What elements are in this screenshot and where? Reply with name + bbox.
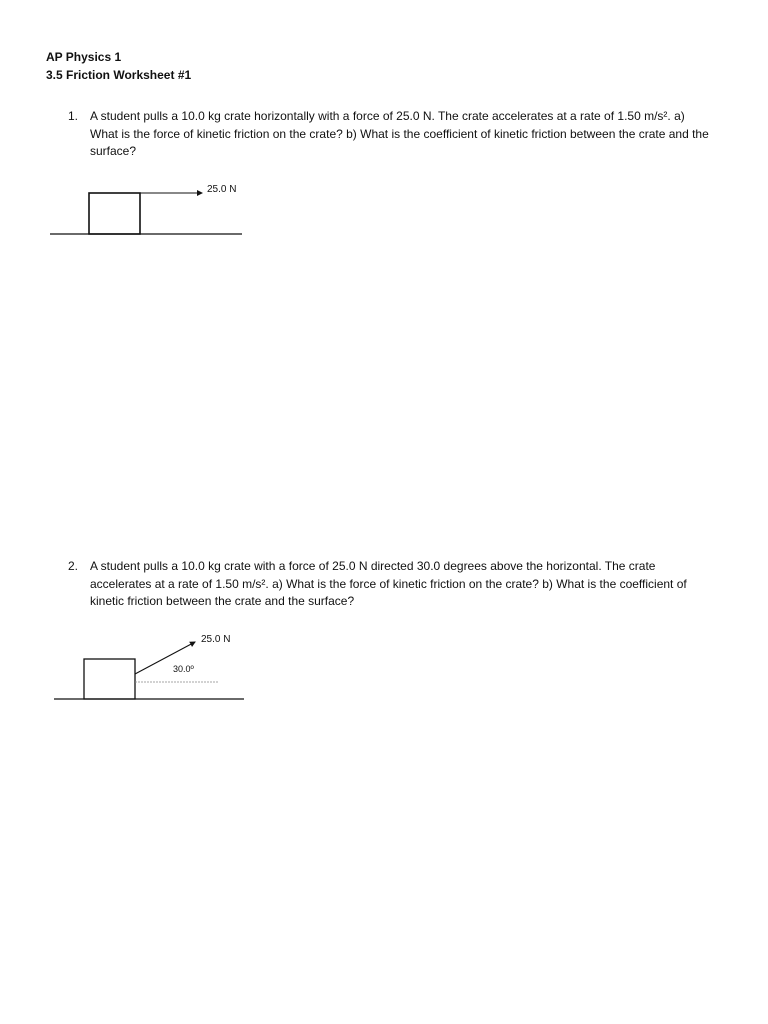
diagram-horizontal-pull bbox=[50, 180, 250, 245]
force-label: 25.0 N bbox=[207, 184, 237, 195]
diagram-2-svg bbox=[50, 628, 250, 708]
worksheet-header bbox=[46, 48, 191, 84]
question-text: A student pulls a 10.0 kg crate with a force of 25.0 N directed 30.0 degrees above the horizontal. The crate accelerates at a rate of 1.50 m/s². a) What is the force of kinetic friction on the crate? b) What is the coefficient of kinetic friction between the crate and the surface? bbox=[90, 559, 687, 608]
diagram-1-svg bbox=[50, 180, 250, 240]
diagram-angled-pull bbox=[50, 628, 250, 713]
question-text: A student pulls a 10.0 kg crate horizontally with a force of 25.0 N. The crate accelerates at a rate of 1.50 m/s². a) What is the force of kinetic friction on the crate? b) What is the coefficient of kinetic friction between the crate and the surface? bbox=[90, 109, 709, 158]
force-label: 25.0 N bbox=[201, 634, 231, 645]
crate bbox=[89, 193, 140, 234]
worksheet-title: 3.5 Friction Worksheet #1 bbox=[46, 68, 192, 82]
angle-label: 30.0º bbox=[173, 664, 194, 674]
crate bbox=[84, 659, 135, 699]
course-name: AP Physics 1 bbox=[46, 50, 122, 64]
question-number: 1. bbox=[68, 109, 79, 123]
question-number: 2. bbox=[68, 559, 79, 573]
